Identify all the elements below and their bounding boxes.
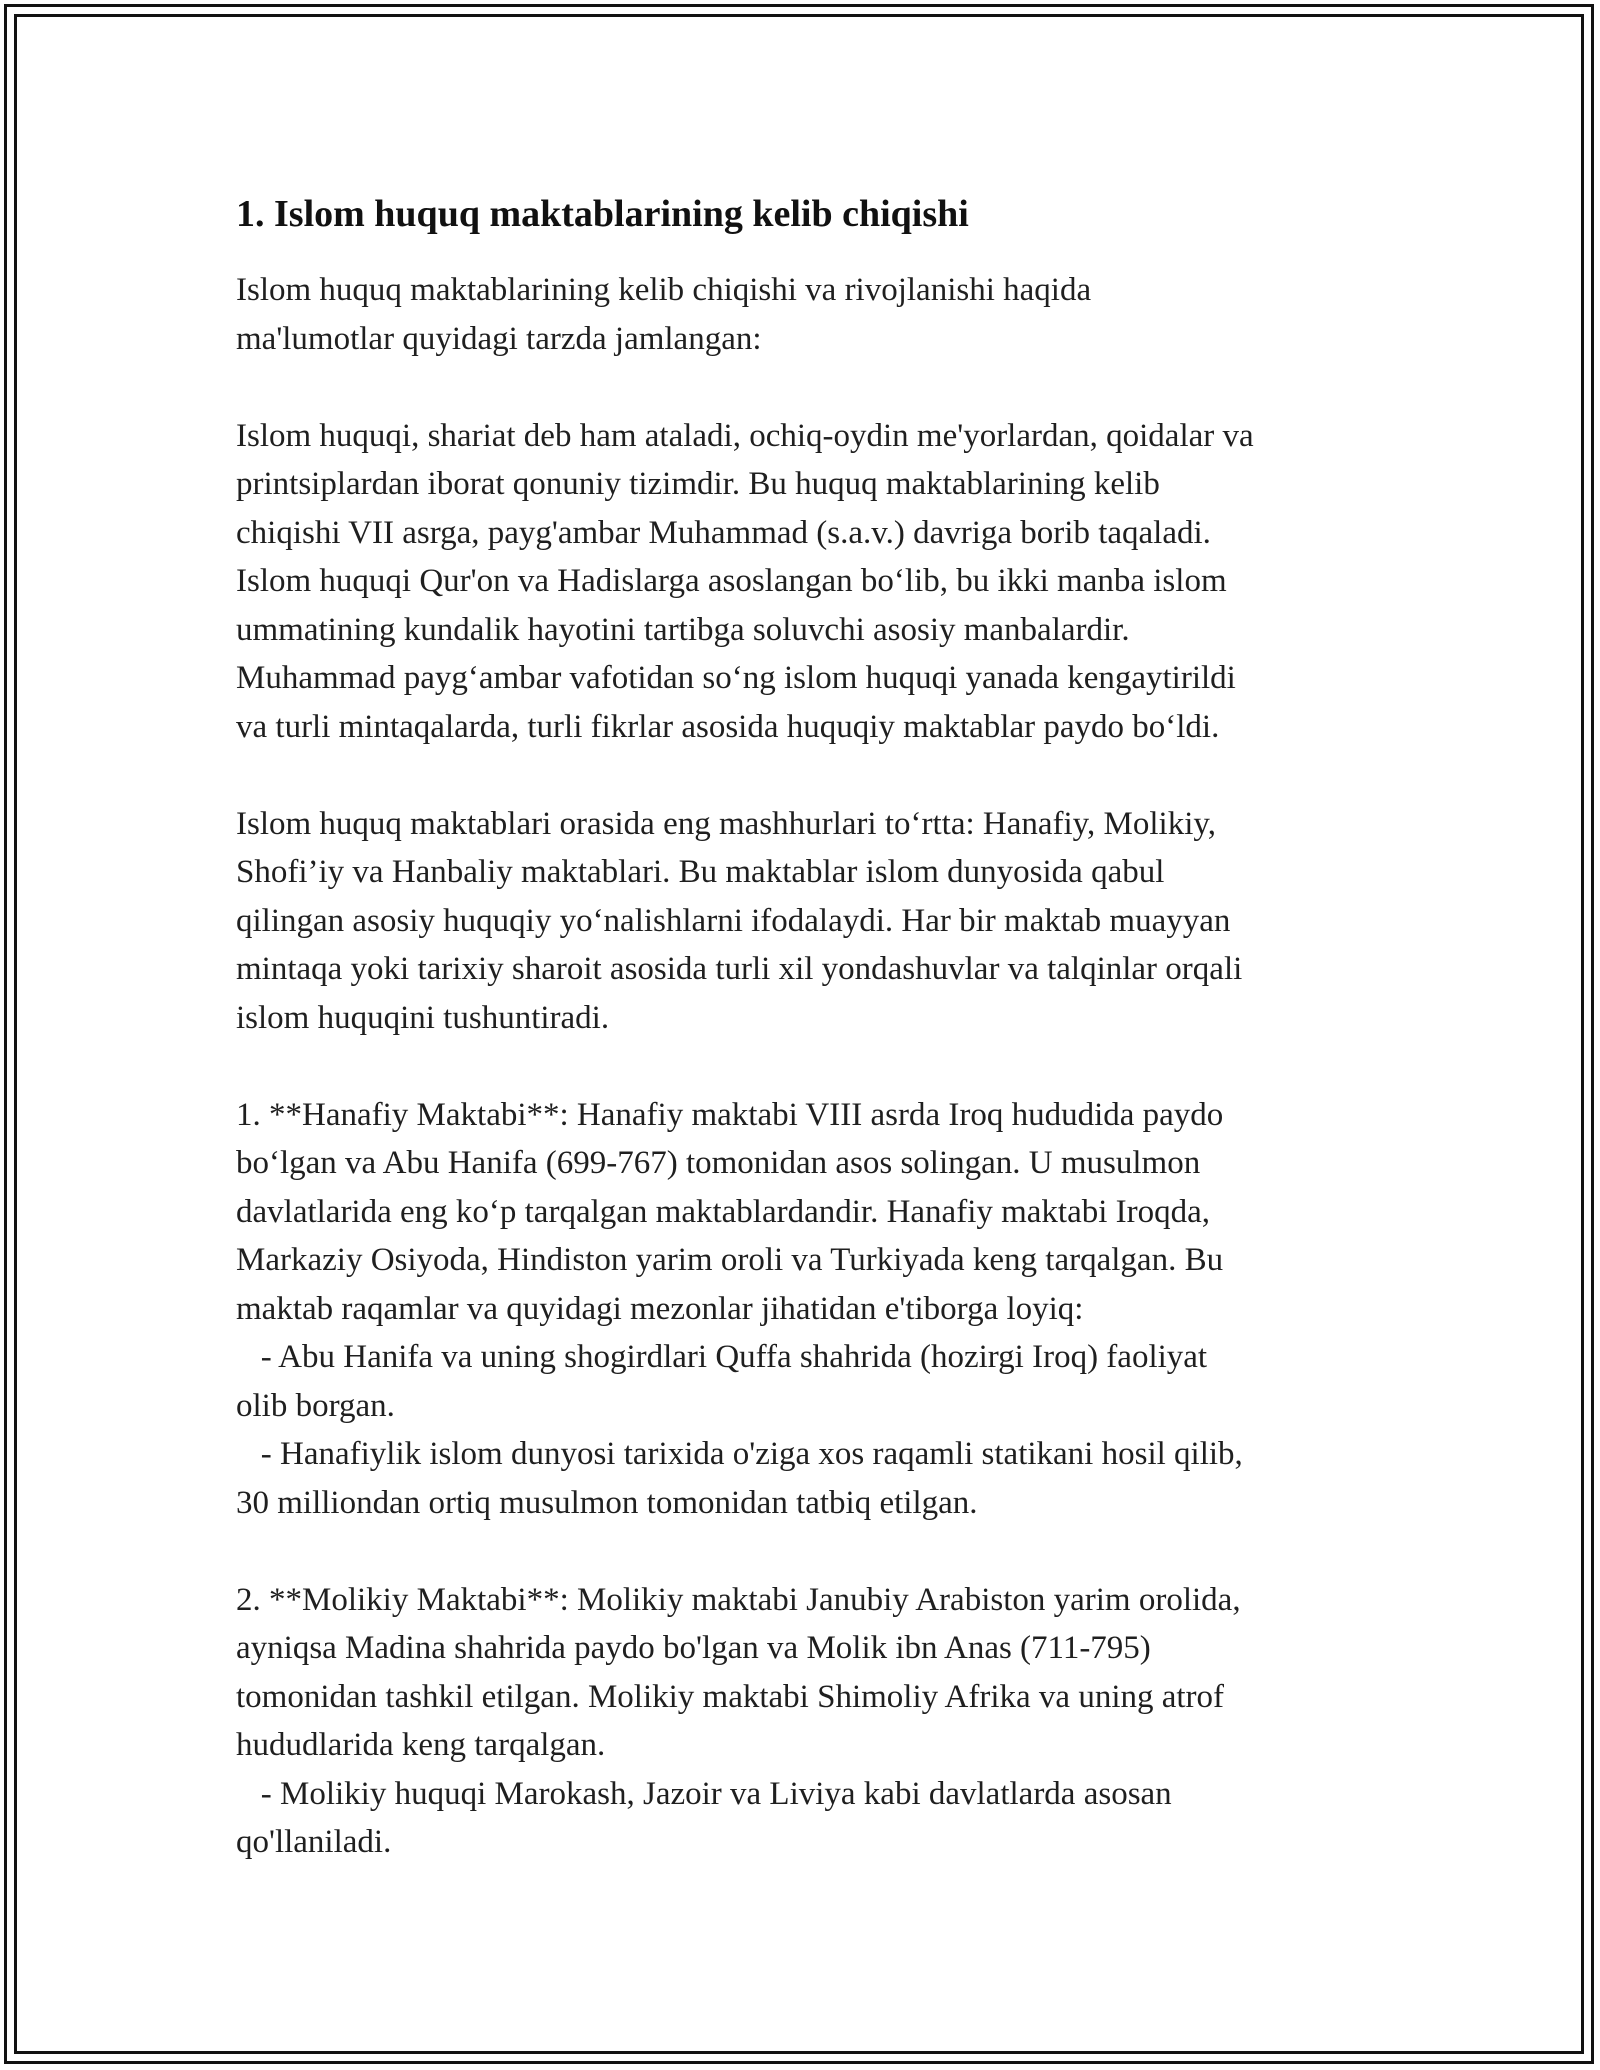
text-line: davlatlarida eng ko‘p tarqalgan maktablardandir. Hanafiy maktabi Iroqda, [236,1193,1211,1230]
text-line: Islom huquq maktablari orasida eng mashhurlari to‘rtta: Hanafiy, Molikiy, [236,805,1216,842]
text-line: ayniqsa Madina shahrida paydo bo'lgan va Molik ibn Anas (711-795) [236,1630,1151,1666]
paragraph-gap [236,363,1386,412]
text-line: va turli mintaqalarda, turli fikrlar asosida huquqiy maktablar paydo bo‘ldi. [236,708,1220,745]
text-line: Markaziy Osiyoda, Hindiston yarim oroli va Turkiyada keng tarqalgan. Bu [236,1242,1224,1278]
text-line: Islom huquqi, shariat deb ham ataladi, ochiq-oydin me'yorlardan, qoidalar va [236,417,1254,454]
text-line: ma'lumotlar quyidagi tarzda jamlangan: [236,320,762,357]
text-line: islom huquqini tushuntiradi. [236,999,610,1036]
paragraph-gap [236,751,1386,800]
text-line: qilingan asosiy huquqiy yo‘nalishlarni ifodalaydi. Har bir maktab muayyan [236,902,1231,939]
text-line: Islom huquqi Qur'on va Hadislarga asoslangan bo‘lib, bu ikki manba islom [236,563,1227,599]
text-line: mintaqa yoki tarixiy sharoit asosida turli xil yondashuvlar va talqinlar orqali [236,951,1243,987]
bullet-line: - Molikiy huquqi Marokash, Jazoir va Liviya kabi davlatlarda asosan [236,1775,1172,1812]
paragraph-gap [236,1042,1386,1091]
shariat-paragraph [236,412,1386,752]
text-line: tomonidan tashkil etilgan. Molikiy maktabi Shimoliy Afrika va uning atrof [236,1678,1225,1715]
molikiy-paragraph [236,1576,1386,1867]
text-line: hududlarida keng tarqalgan. [236,1727,606,1763]
text-line: 30 milliondan ortiq musulmon tomonidan tatbiq etilgan. [236,1484,978,1521]
text-line: Islom huquq maktablarining kelib chiqishi va rivojlanishi haqida [236,272,1092,308]
text-line: Shofi’iy va Hanbaliy maktablari. Bu maktablar islom dunyosida qabul [236,854,1165,890]
text-line: Muhammad payg‘ambar vafotidan so‘ng islom huquqi yanada kengaytirildi [236,660,1236,696]
text-line: printsiplardan iborat qonuniy tizimdir. Bu huquq maktablarining kelib [236,466,1160,502]
text-line: 2. **Molikiy Maktabi**: Molikiy maktabi Janubiy Arabiston yarim orolida, [236,1581,1241,1618]
text-line: maktab raqamlar va quyidagi mezonlar jihatidan e'tiborga loyiq: [236,1290,1084,1327]
four-schools-paragraph [236,800,1386,1043]
text-line: chiqishi VII asrga, payg'ambar Muhammad (s.a.v.) davriga borib taqaladi. [236,514,1211,551]
text-line: ummatining kundalik hayotini tartibga soluvchi asosiy manbalardir. [236,611,1130,648]
text-line: bo‘lgan va Abu Hanifa (699-767) tomonidan asos solingan. U musulmon [236,1145,1201,1181]
paragraph-gap [236,1527,1386,1576]
text-line: olib borgan. [236,1387,395,1424]
intro-paragraph [236,266,1386,363]
hanafiy-paragraph [236,1091,1386,1528]
bullet-line: - Hanafiylik islom dunyosi tarixida o'ziga xos raqamli statikani hosil qilib, [236,1436,1243,1472]
text-line: 1. **Hanafiy Maktabi**: Hanafiy maktabi VIII asrda Iroq hududida paydo [236,1096,1224,1133]
text-line: qo'llaniladi. [236,1824,392,1860]
section-heading: 1. Islom huquq maktablarining kelib chiqishi [236,193,969,235]
bullet-line: - Abu Hanifa va uning shogirdlari Quffa shahrida (hozirgi Iroq) faoliyat [236,1339,1208,1375]
document-body [236,188,1386,1867]
